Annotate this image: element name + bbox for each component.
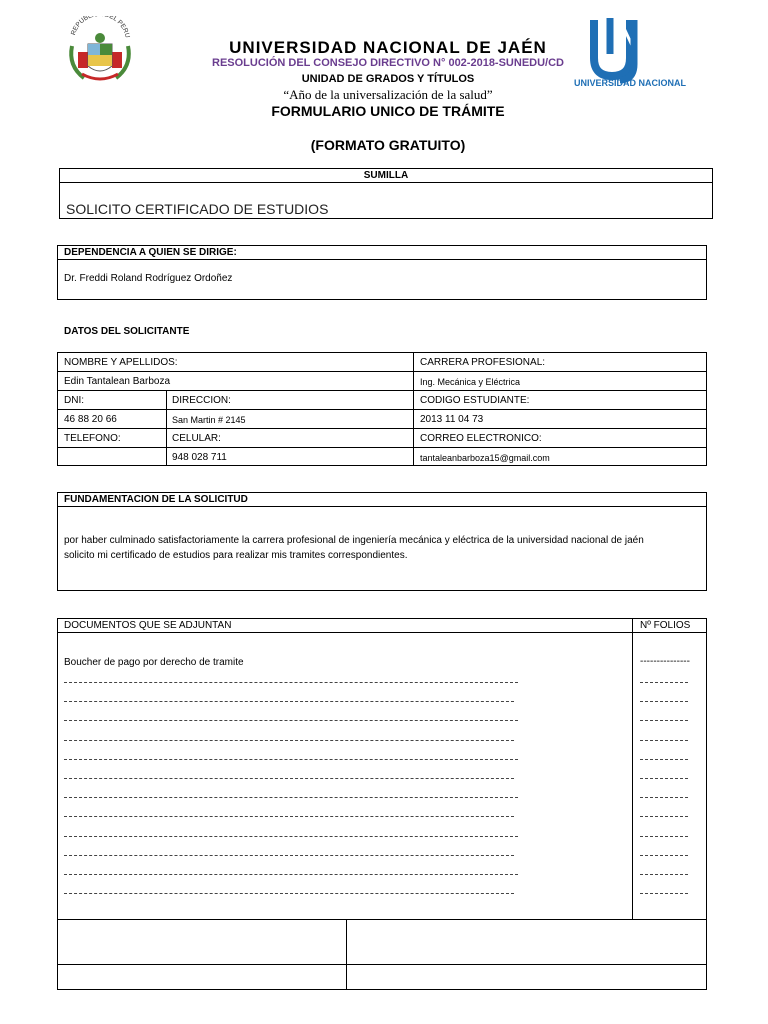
documento-blank-line[interactable]	[64, 740, 514, 741]
folio-blank-line[interactable]	[640, 701, 688, 702]
dni-value[interactable]: 46 88 20 66	[64, 414, 117, 425]
folio-blank-line[interactable]	[640, 797, 688, 798]
documento-blank-line[interactable]	[64, 778, 514, 779]
folio-blank-line[interactable]	[640, 816, 688, 817]
fundamentacion-line-2[interactable]: solicito mi certificado de estudios para realizar mis tramites correspondientes.	[64, 550, 408, 561]
telefono-label: TELEFONO:	[64, 433, 121, 444]
direccion-label: DIRECCION:	[172, 395, 231, 406]
documento-blank-line[interactable]	[64, 720, 518, 721]
svg-text:REPUBLICA DEL PERU: REPUBL EL PERU	[69, 16, 131, 39]
fundamentacion-line-1[interactable]: por haber culminado satisfactoriamente la carrera profesional de ingeniería mecánica y eléctrica de la universidad nacional de jaén	[64, 535, 644, 546]
correo-value[interactable]: tantaleanbarboza15@gmail.com	[420, 453, 550, 463]
documento-blank-line[interactable]	[64, 893, 514, 894]
solicitante-title: DATOS DEL SOLICITANTE	[64, 326, 190, 337]
sumilla-label: SUMILLA	[363, 170, 409, 181]
folio-blank-line[interactable]	[640, 778, 688, 779]
codigo-label: CODIGO ESTUDIANTE:	[420, 395, 530, 406]
folio-blank-line[interactable]	[640, 759, 688, 760]
celular-value[interactable]: 948 028 711	[172, 452, 227, 463]
nombre-value[interactable]: Edin Tantalean Barboza	[64, 376, 171, 387]
fundamentacion-label: FUNDAMENTACION DE LA SOLICITUD	[64, 494, 248, 505]
correo-label: CORREO ELECTRONICO:	[420, 433, 542, 444]
dependencia-label: DEPENDENCIA A QUIEN SE DIRIGE:	[64, 247, 237, 258]
documentos-label: DOCUMENTOS QUE SE ADJUNTAN	[64, 620, 232, 631]
form-subtitle: (FORMATO GRATUITO)	[310, 137, 466, 153]
carrera-value[interactable]: Ing. Mecánica y Eléctrica	[420, 377, 521, 387]
documento-blank-line[interactable]	[64, 701, 514, 702]
unj-logo-text: UNIVERSIDAD NACIONAL	[573, 78, 686, 88]
documento-blank-line[interactable]	[64, 855, 514, 856]
folio-item-1[interactable]: ---------------	[640, 656, 690, 667]
resolution-text: RESOLUCIÓN DEL CONSEJO DIRECTIVO N° 002-2018-SUNEDU/CD	[212, 57, 564, 69]
folios-label: Nº FOLIOS	[640, 620, 691, 631]
folio-blank-line[interactable]	[640, 740, 688, 741]
folio-blank-line[interactable]	[640, 893, 688, 894]
documento-blank-line[interactable]	[64, 816, 514, 817]
signature-cell-right[interactable]	[347, 920, 706, 963]
codigo-value[interactable]: 2013 11 04 73	[420, 414, 484, 425]
peru-coat-of-arms	[64, 16, 136, 88]
dni-label: DNI:	[64, 395, 84, 406]
folio-blank-line[interactable]	[640, 682, 688, 683]
direccion-value[interactable]: San Martin # 2145	[172, 415, 246, 425]
date-cell-right[interactable]	[347, 965, 706, 989]
signature-cell-left[interactable]	[58, 920, 345, 963]
nombre-label: NOMBRE Y APELLIDOS:	[64, 357, 178, 368]
carrera-label: CARRERA PROFESIONAL:	[420, 357, 546, 368]
dependencia-value[interactable]: Dr. Freddi Roland Rodríguez Ordoñez	[64, 273, 233, 284]
form-title: FORMULARIO UNICO DE TRÁMITE	[271, 103, 505, 119]
documento-blank-line[interactable]	[64, 874, 518, 875]
folio-blank-line[interactable]	[640, 855, 688, 856]
year-motto: “Año de la universalización de la salud”	[283, 87, 493, 102]
documento-blank-line[interactable]	[64, 682, 518, 683]
unit-title: UNIDAD DE GRADOS Y TÍTULOS	[301, 73, 475, 85]
documento-blank-line[interactable]	[64, 797, 518, 798]
date-cell-left[interactable]	[58, 965, 345, 989]
folio-blank-line[interactable]	[640, 720, 688, 721]
celular-label: CELULAR:	[172, 433, 221, 444]
documento-blank-line[interactable]	[64, 836, 518, 837]
documento-item-1[interactable]: Boucher de pago por derecho de tramite	[64, 657, 244, 668]
folio-blank-line[interactable]	[640, 874, 688, 875]
sumilla-value[interactable]: SOLICITO CERTIFICADO DE ESTUDIOS	[66, 201, 329, 217]
documento-blank-line[interactable]	[64, 759, 518, 760]
university-title: UNIVERSIDAD NACIONAL DE JAÉN	[229, 38, 547, 57]
folio-blank-line[interactable]	[640, 836, 688, 837]
